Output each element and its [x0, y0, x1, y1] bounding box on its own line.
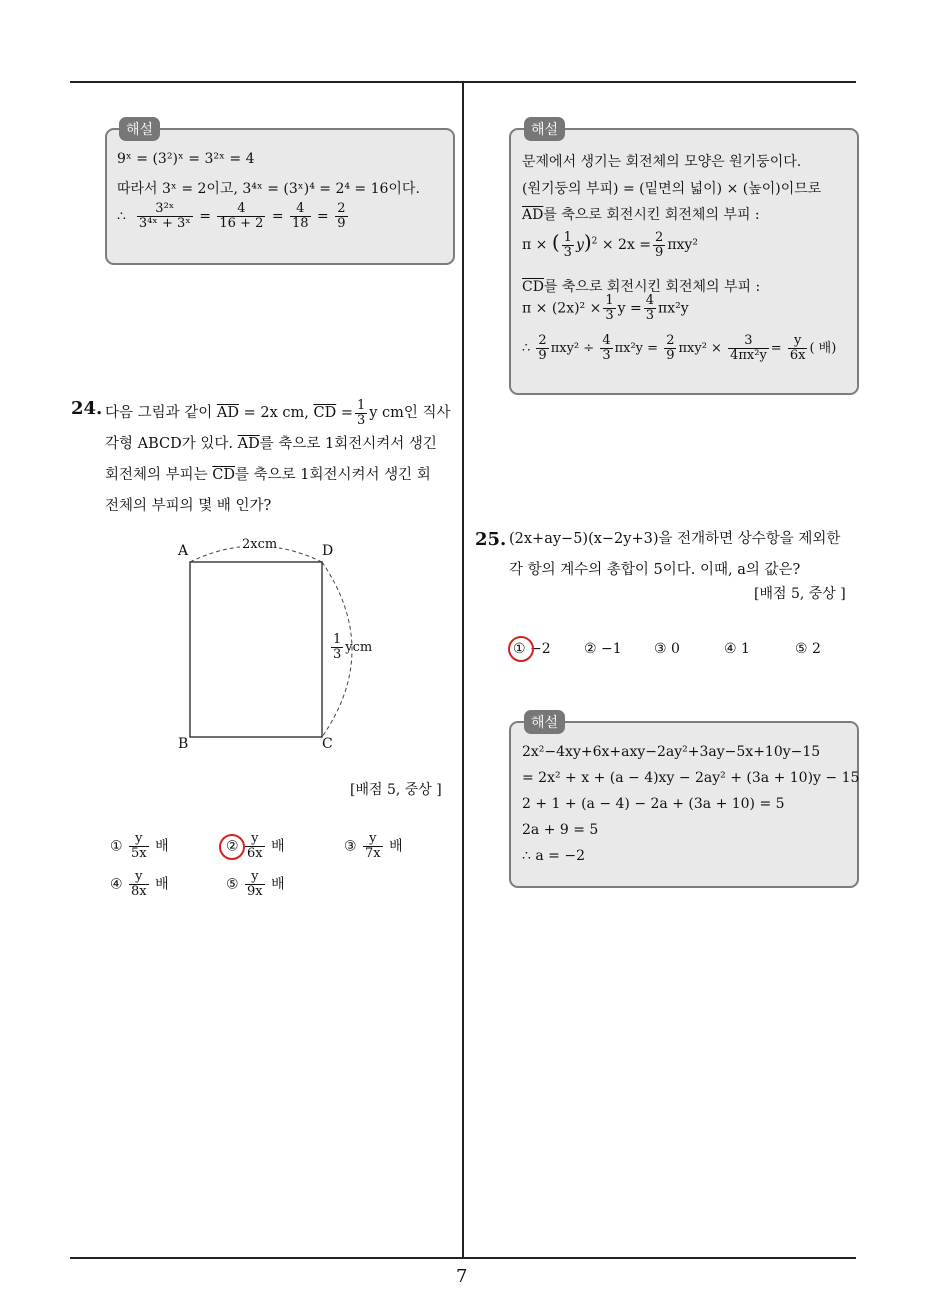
solution-line: (원기둥의 부피) = (밑면의 넓이) × (높이)이므로 [522, 181, 822, 197]
bottom-rule [70, 1257, 856, 1259]
question-24-text: 다음 그림과 같이 $\overline{AD} = 2x$ cm, $\overline{CD}$ = $\frac{1}{3}$ y cm인 직사 각형 ABCD가 있다. $\overline{AD}$를 축으로 1회전시켜서 생긴 회전체의 부피는 $\overline{CD}$를 축으로 1회전시켜서 생긴 회 전체의 부피의 몇 배 인가? [105, 397, 451, 514]
vertex-label-a: A [178, 543, 189, 559]
rectangle-abcd [190, 562, 322, 737]
solution-line: = 2x² + x + (a − 4)xy − 2ay² + (3a + 10)y − 15 [522, 770, 860, 786]
score-25: [배점 5, 중상 ] [754, 586, 846, 602]
choice-25-3[interactable]: ③ 0 [654, 641, 680, 657]
choice-25-2[interactable]: ② −1 [584, 641, 622, 657]
solution-tag: 해설 [524, 117, 565, 141]
solution-line: $\overline{AD}$를 축으로 회전시킨 회전체의 부피 : [522, 207, 760, 223]
choice-25-4[interactable]: ④ 1 [724, 641, 750, 657]
choice-24-2[interactable]: ② $\frac{y}{6x}$ 배 [226, 831, 285, 861]
vertex-label-d: D [322, 543, 334, 559]
solution-line: π × ( $\frac{1}{3}$ y)$^2$ × 2x = $\frac{2}{9}$ πxy² [522, 229, 698, 260]
solution-line: π × (2x)² × $\frac{1}{3}$ y = $\frac{4}{3}$ πx²y [522, 293, 689, 323]
fraction: $\frac{\text{3²ˣ}}{\text{3⁴ˣ + 3ˣ}}$ [138, 201, 191, 231]
page-number: 7 [456, 1266, 468, 1287]
solution-line: 2x²−4xy+6x+axy−2ay²+3ay−5x+10y−15 [522, 744, 821, 760]
choice-25-1[interactable]: ① −2 [513, 641, 551, 657]
fraction: $\frac{2}{9}$ [337, 201, 346, 231]
answer-circle-mark [508, 636, 534, 662]
choice-24-1[interactable]: ① $\frac{y}{5x}$ 배 [110, 831, 169, 861]
vertex-label-b: B [178, 736, 189, 752]
therefore-symbol: ∴ [117, 208, 126, 225]
choice-24-5[interactable]: ⑤ $\frac{y}{9x}$ 배 [226, 869, 285, 899]
question-25-text: (2x+ay−5)(x−2y+3)을 전개하면 상수항을 제외한 각 항의 계수의 총합이 5이다. 이때, a의 값은? [509, 531, 841, 578]
solution-line: 9ˣ = (3²)ˣ = 3²ˣ = 4 [117, 151, 255, 167]
column-divider [462, 82, 464, 1258]
score-24: [배점 5, 중상 ] [350, 782, 442, 798]
question-number-24: 24. [71, 398, 103, 419]
fraction: $\frac{4}{16 + 2}$ [219, 201, 264, 231]
right-side-label: $\frac{1}{3}$ ycm [333, 632, 373, 662]
solution-line: ∴ a = −2 [522, 848, 585, 864]
solution-line: ∴ $\frac{2}{9}$ πxy² ÷ $\frac{4}{3}$ πx²y = $\frac{2}{9}$ πxy² × $\frac{3}{\text{4πx²y}}$ = $\frac{y}{6x}$ ( 배) [522, 333, 837, 363]
choice-24-4[interactable]: ④ $\frac{y}{8x}$ 배 [110, 869, 169, 899]
solution-line: 2a + 9 = 5 [522, 822, 599, 838]
question-number-25: 25. [475, 529, 507, 550]
solution-tag: 해설 [524, 710, 565, 734]
solution-line: ∴ $\frac{\text{3²ˣ}}{\text{3⁴ˣ + 3ˣ}}$ = $\frac{4}{16 + 2}$ = $\frac{4}{18}$ = $\frac{2}{9}$ [117, 201, 346, 231]
answer-circle-mark [219, 834, 245, 860]
fraction: $\frac{4}{18}$ [292, 201, 309, 231]
solution-line: $\overline{CD}$를 축으로 회전시킨 회전체의 부피 : [522, 279, 761, 295]
solution-line: 따라서 3ˣ = 2이고, 3⁴ˣ = (3ˣ)⁴ = 2⁴ = 16이다. [117, 181, 420, 197]
top-side-label: 2xcm [242, 537, 278, 552]
solution-line: 2 + 1 + (a − 4) − 2a + (3a + 10) = 5 [522, 796, 785, 812]
choice-25-5[interactable]: ⑤ 2 [795, 641, 821, 657]
choice-24-3[interactable]: ③ $\frac{y}{7x}$ 배 [344, 831, 403, 861]
vertex-label-c: C [322, 736, 333, 752]
solution-tag: 해설 [119, 117, 160, 141]
solution-line: 문제에서 생기는 회전체의 모양은 원기둥이다. [522, 154, 802, 170]
